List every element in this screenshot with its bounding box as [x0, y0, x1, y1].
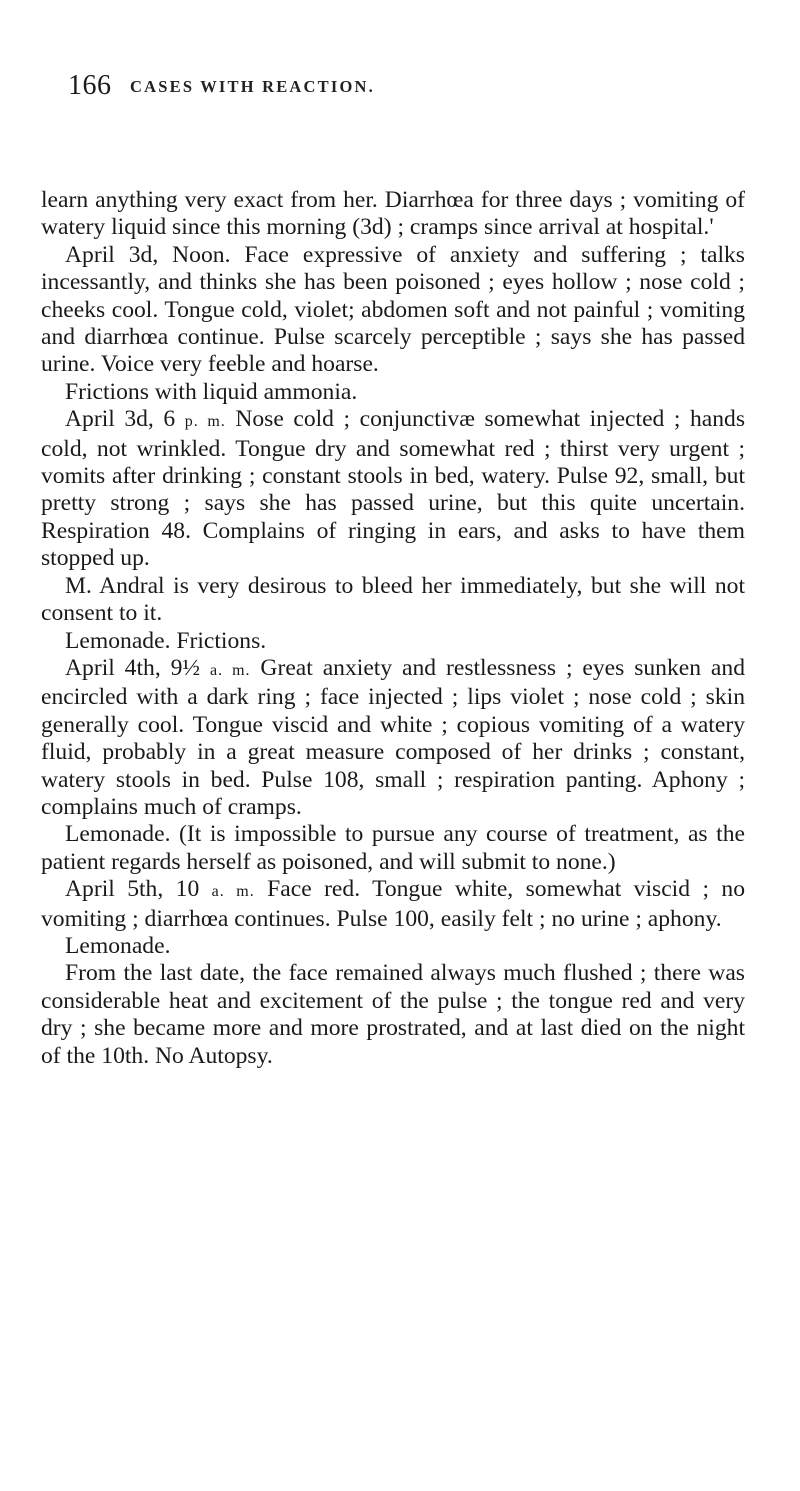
paragraph	[41, 242, 745, 379]
paragraph	[41, 187, 745, 242]
paragraph-text: Lemonade. Frictions.	[65, 627, 267, 654]
time-abbreviation: a. m.	[210, 661, 251, 679]
paragraph-text: From the last date, the face remained always much flushed ; there was considerable heat and excitement of the pulse ; the tongue red and very dry ; she became more and more prostrated, and at last died on the night of the 10th. No Autopsy.	[41, 960, 745, 1069]
paragraph	[41, 379, 745, 406]
paragraph-text: April 4th, 9½	[65, 654, 210, 681]
body-text	[41, 187, 745, 1070]
paragraph-text: April 3d, 6	[65, 406, 185, 433]
paragraph	[41, 406, 745, 572]
paragraph-text: April 5th, 10	[65, 876, 212, 903]
paragraph-text: April 3d, Noon. Face expressive of anxiety and suffering ; talks incessantly, and thinks she has been poisoned ; eyes hollow ; nose cold ; cheeks cool. Tongue cold, violet; abdomen soft and not painful ; vomiting and diarrhœa continue. Pulse scarcely perceptible ; says she has passed urine. Voice very feeble and hoarse.	[41, 241, 745, 378]
paragraph-text: Great anxiety and restlessness ; eyes sunken and encircled with a dark ring ; face injected ; lips violet ; nose cold ; skin generally cool. Tongue viscid and white ; copious vomiting of a watery fluid, probably in a great measure composed of her drinks ; constant, watery stools in bed. Pulse 108, small ; respiration panting. Aphony ; complains much of cramps.	[41, 654, 745, 820]
paragraph-text: Nose cold ; conjunctivæ somewhat injected ; hands cold, not wrinkled. Tongue dry and somewhat red ; thirst very urgent ; vomits after drinking ; constant stools in bed, watery. Pulse 92, small, but pretty strong ; says she has passed urine, but this quite uncertain. Respiration 48. Complains of ringing in ears, and asks to have them stopped up.	[41, 406, 746, 572]
paragraph	[41, 933, 745, 960]
running-head	[68, 70, 708, 110]
paragraph-text: Face red. Tongue white, somewhat viscid ; no vomiting ; diarrhœa continues. Pulse 100, easily felt ; no urine ; aphony.	[41, 876, 745, 932]
paragraph-text: learn anything very exact from her. Diarrhœa for three days ; vomiting of watery liquid since this morning (3d) ; cramps since arrival at hospital.'	[41, 187, 745, 241]
paragraph	[41, 655, 745, 821]
paragraph	[41, 876, 745, 933]
time-abbreviation: p. m.	[184, 413, 226, 431]
paragraph-text: Frictions with liquid ammonia.	[65, 378, 358, 405]
paragraph-text: Lemonade.	[65, 932, 171, 959]
paragraph	[41, 960, 745, 1070]
paragraph-text: M. Andral is very desirous to bleed her immediately, but she will not consent to it.	[41, 572, 745, 627]
paragraph	[41, 628, 745, 655]
page-number: 166	[68, 70, 112, 101]
paragraph	[41, 573, 745, 628]
time-abbreviation: a. m.	[211, 883, 255, 901]
running-head-title: CASES WITH REACTION.	[130, 77, 375, 96]
paragraph-text: Lemonade. (It is impossible to pursue any course of treatment, as the patient regards herself as poisoned, and will submit to none.)	[41, 821, 745, 875]
paragraph	[41, 821, 745, 876]
